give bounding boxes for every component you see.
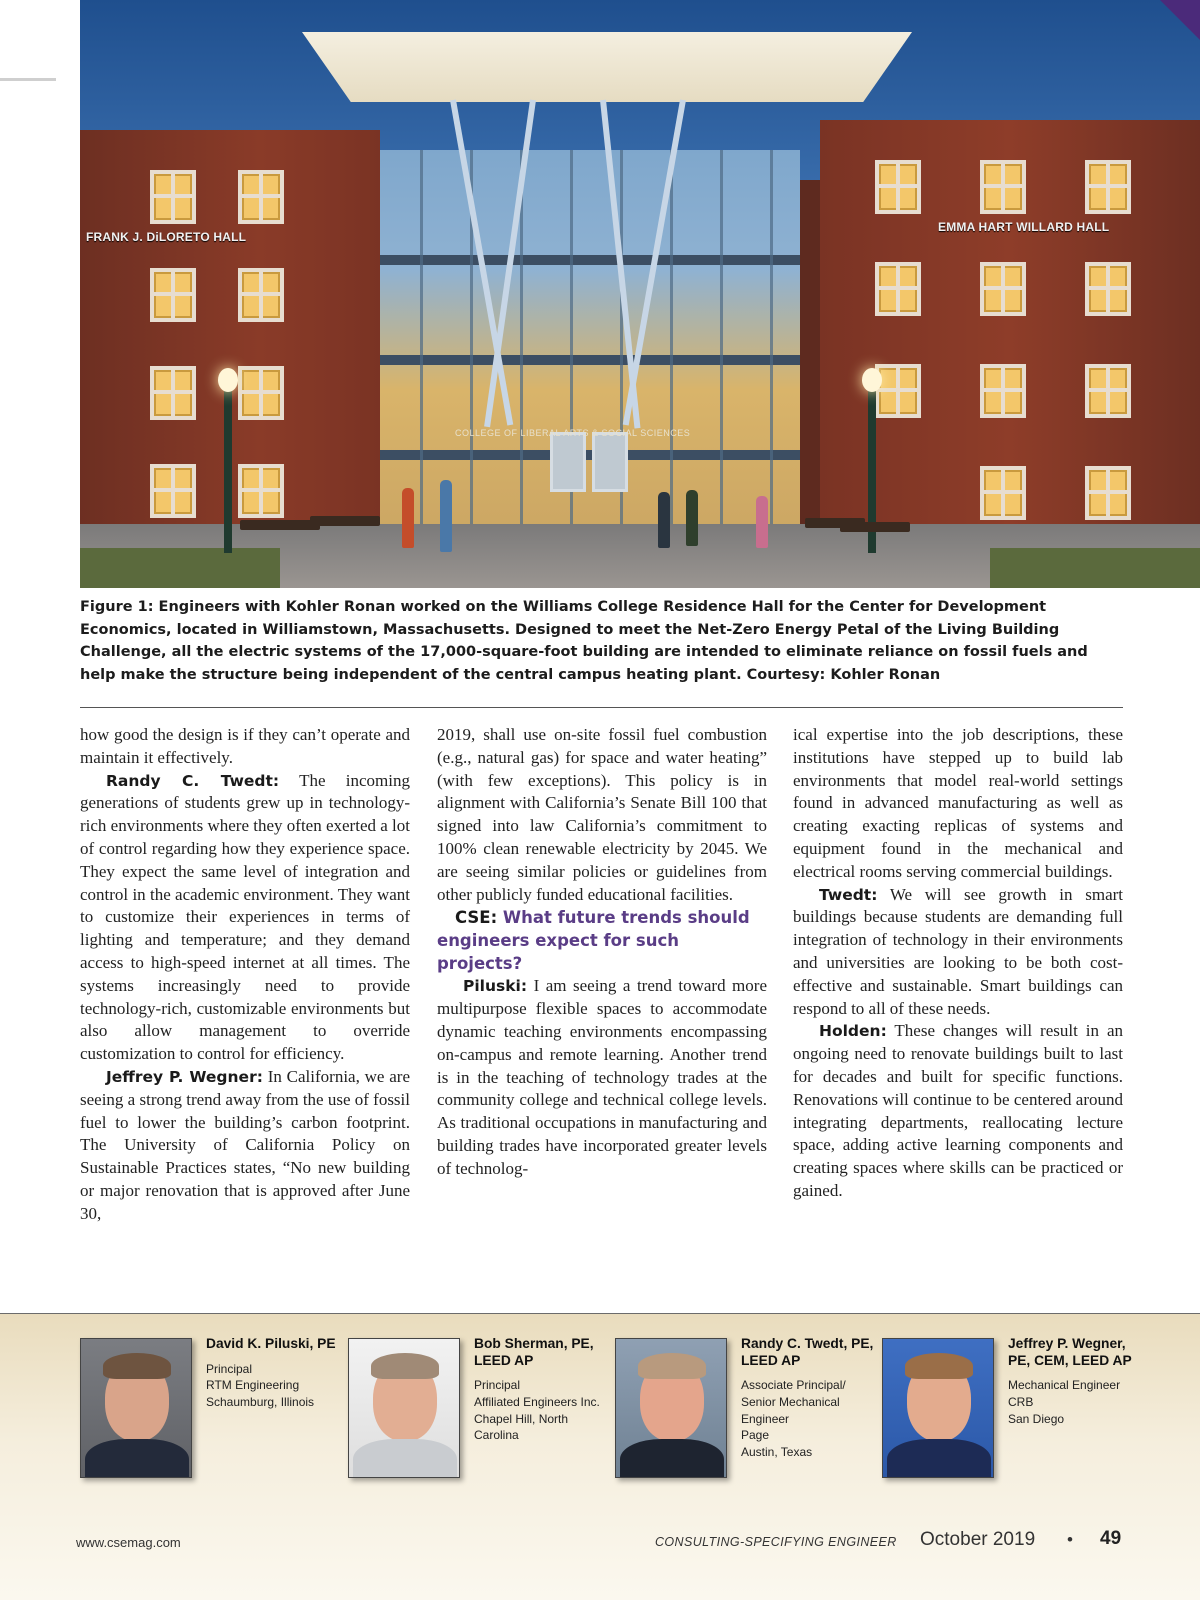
- window: [238, 170, 284, 224]
- pedestrian: [402, 488, 414, 548]
- window: [980, 160, 1026, 214]
- pedestrian: [686, 490, 698, 546]
- pedestrian: [440, 480, 452, 552]
- speaker-name: Jeffrey P. Wegner:: [106, 1067, 263, 1086]
- contributor-location: San Diego: [1008, 1411, 1065, 1426]
- paragraph: ical expertise into the job descriptions, these institutions have stepped up to build lab environments that model real-world settings found in advanced manufacturing as well as creating exacting replicas of systems and equipment found in the mechanical and electrical rooms serving commercial buildings.: [793, 725, 1123, 881]
- atrium-canopy: [302, 32, 912, 102]
- corner-accent: [1160, 0, 1200, 40]
- page-edge-mark: [0, 78, 56, 81]
- window: [150, 366, 196, 420]
- pedestrian: [658, 492, 670, 548]
- contributor-location: Schaumburg, Illinois: [206, 1395, 315, 1410]
- article-column-1: [80, 724, 410, 1226]
- contributor-title: Principal: [206, 1361, 253, 1376]
- contributor-company: Affiliated Engineers Inc.: [474, 1394, 600, 1409]
- headshot-photo: [348, 1338, 460, 1478]
- paragraph: how good the design is if they can’t operate and maintain it effectively.: [80, 725, 410, 767]
- window: [875, 262, 921, 316]
- footer-bullet: •: [1067, 1530, 1073, 1549]
- contributor-title: Principal: [474, 1378, 521, 1392]
- question-text: What future trends should engineers expect for such projects?: [437, 908, 750, 974]
- bench: [240, 520, 320, 530]
- window: [238, 366, 284, 420]
- window: [150, 170, 196, 224]
- paragraph: [793, 884, 1123, 1021]
- speaker-name: Randy C. Twedt:: [106, 771, 280, 790]
- paragraph: [793, 1020, 1123, 1202]
- contributor-title: Mechanical Engineer: [1008, 1378, 1121, 1392]
- pedestrian: [756, 496, 768, 548]
- window: [150, 464, 196, 518]
- window: [980, 364, 1026, 418]
- paragraph: [80, 770, 410, 1066]
- footer-issue-date: October 2019: [920, 1529, 1036, 1550]
- headshot-photo: [882, 1338, 994, 1478]
- paragraph-text: The incoming generations of students grew up in technology-rich environments where they often exerted a lot of control regarding how they experience space. They expect the same level of integration and control in the academic environment. They want to customize their experiences in terms of lighting and temperature; and they demand access to high-speed internet at all times. The systems increasingly need to provide technology-rich, customizable environments but also allow management to override customization to control for efficiency.: [80, 770, 410, 1064]
- paragraph-text: In California, we are seeing a strong trend away from the use of fossil fuel to lower the building’s carbon footprint. The University of California Policy on Sustainable Practices states, “No new building or major renovation that is approved after June 30,: [80, 1066, 410, 1223]
- paragraph-text: I am seeing a trend toward more multipurpose flexible spaces to accommodate dynamic teaching environments encompassing on-campus and remote learning. Another trend is in the teaching of technology trades at the community college and technical college levels. As traditional occupations in manufacturing and building trades have incorporated greater levels of technolog-: [437, 976, 767, 1178]
- paragraph-text: We will see growth in smart buildings because students are demanding full integration of technology in their environments and universities are looking to be both cost-effective and sustainable. Smart buildings can respond to all of these needs.: [793, 884, 1123, 1018]
- window: [150, 268, 196, 322]
- bench: [310, 516, 380, 526]
- paragraph: [437, 975, 767, 1180]
- window: [1085, 466, 1131, 520]
- contributor-bio: [348, 1336, 608, 1486]
- window: [980, 466, 1026, 520]
- window: [238, 464, 284, 518]
- paragraph: [80, 1066, 410, 1226]
- window: [875, 364, 921, 418]
- hero-photo: [80, 0, 1200, 588]
- lamp-post: [224, 385, 232, 553]
- page-number: 49: [1100, 1528, 1122, 1549]
- paragraph-text: These changes will result in an ongoing need to renovate buildings built to last for decades and built for specific functions. Renovations will continue to be centered around integrating departments, reallocating lecture space, adding active learning components and creating spaces where skills can be practiced or gained.: [793, 1021, 1123, 1200]
- contributor-bio: [615, 1336, 875, 1486]
- contributor-name: Randy C. Twedt, PE, LEED AP: [741, 1336, 874, 1368]
- speaker-name: Piluski:: [463, 977, 528, 996]
- figure-caption: Figure 1: Engineers with Kohler Ronan worked on the Williams College Residence Hall for the Center for Development Economics, located in Williamstown, Massachusetts. Designed to meet the Net-Zero Energy Petal of the Living Building Challenge, all the electric systems of the 17,000-square-foot building are intended to eliminate reliance on fossil fuels and help make the structure being independent of the central campus heating plant. Courtesy: Kohler Ronan: [80, 599, 1088, 683]
- footer-publication: CONSULTING-SPECIFYING ENGINEER: [655, 1535, 897, 1549]
- contributor-name: Jeffrey P. Wegner, PE, CEM, LEED AP: [1008, 1336, 1132, 1368]
- contributor-company: Page: [741, 1428, 770, 1443]
- facade-sign: COLLEGE OF LIBERAL ARTS & SOCIAL SCIENCES: [455, 428, 691, 438]
- contributor-location: Austin, Texas: [741, 1445, 813, 1460]
- paragraph: 2019, shall use on-site fossil fuel combustion (e.g., natural gas) for space and water heating” (with few exceptions). This policy is in alignment with California’s Senate Bill 100 that signed into law California’s commitment to 100% clean renewable electricity by 2045. We are seeing similar policies or guidelines from other publicly funded educational facilities.: [437, 725, 767, 904]
- caption-divider: [80, 707, 1123, 708]
- window: [980, 262, 1026, 316]
- article-column-2: [437, 724, 767, 1181]
- footer-website: www.csemag.com: [76, 1535, 181, 1550]
- question-tag: CSE:: [455, 908, 498, 928]
- window: [1085, 160, 1131, 214]
- article-column-3: [793, 724, 1123, 1203]
- interview-question: [437, 906, 767, 975]
- lawn: [80, 548, 280, 588]
- sign-left-hall: FRANK J. DiLORETO HALL: [86, 230, 247, 244]
- contributor-company: CRB: [1008, 1394, 1034, 1409]
- window: [1085, 262, 1131, 316]
- speaker-name: Holden:: [819, 1022, 887, 1041]
- speaker-name: Twedt:: [819, 885, 878, 904]
- window: [875, 160, 921, 214]
- contributor-bio: [80, 1336, 340, 1486]
- contributor-bio: [882, 1336, 1142, 1486]
- bench: [840, 522, 910, 532]
- lamp-globe: [862, 368, 882, 392]
- contributor-title: Associate Principal/ Senior Mechanical Engineer: [741, 1378, 846, 1426]
- contributor-name: Bob Sherman, PE, LEED AP: [474, 1336, 594, 1368]
- window: [238, 268, 284, 322]
- contributor-location: Chapel Hill, North Carolina: [474, 1411, 569, 1443]
- sign-right-hall: EMMA HART WILLARD HALL: [938, 220, 1110, 234]
- window: [1085, 364, 1131, 418]
- headshot-photo: [615, 1338, 727, 1478]
- lawn: [990, 548, 1200, 588]
- contributor-company: RTM Engineering: [206, 1378, 300, 1393]
- lamp-globe: [218, 368, 238, 392]
- headshot-photo: [80, 1338, 192, 1478]
- contributor-name: David K. Piluski, PE: [206, 1336, 336, 1351]
